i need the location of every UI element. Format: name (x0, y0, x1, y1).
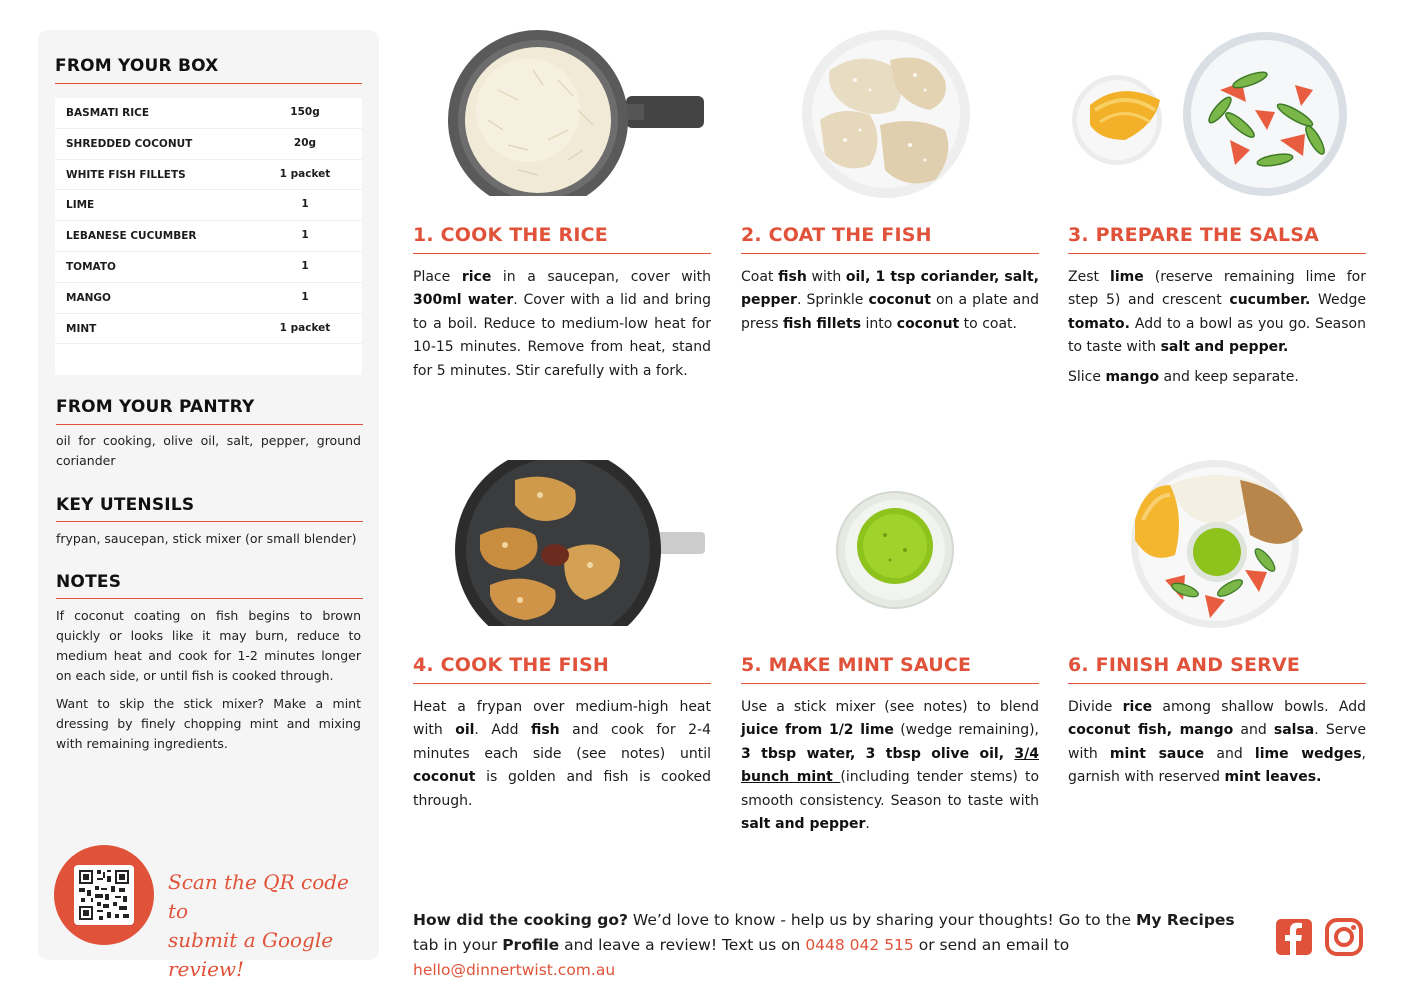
qr-code-icon (74, 865, 134, 925)
table-row (55, 283, 362, 314)
ingredient-qty: 1 packet (279, 321, 331, 334)
divider (56, 521, 363, 522)
sidebar (38, 30, 379, 981)
notes-title: NOTES (56, 572, 122, 592)
finished-dish-image (1125, 460, 1310, 628)
from-your-pantry-title: FROM YOUR PANTRY (56, 397, 255, 417)
qr-caption (168, 868, 368, 984)
step-6-title: 6. FINISH AND SERVE (1068, 654, 1301, 676)
review-prompt: How did the cooking go? We’d love to know - help us by sharing your thoughts! Go to the My Recipes tab in your Profile and leave a review! Text us on 0448 042 515 or send an email to hello@dinnertwist.com.au (413, 911, 1235, 979)
table-row (55, 314, 362, 345)
ingredient-qty: 150g (290, 106, 320, 118)
divider (413, 253, 711, 254)
rice-pot-image (448, 30, 704, 198)
ingredient-name: BASMATI RICE (66, 107, 150, 119)
ingredient-qty: 1 packet (279, 167, 331, 180)
step-2-title: 2. COAT THE FISH (741, 224, 932, 246)
pantry-text: oil for cooking, olive oil, salt, pepper, ground coriander (56, 433, 361, 468)
ingredient-name: MINT (66, 322, 97, 335)
divider (56, 598, 363, 599)
step-2-text: Coat fish with oil, 1 tsp coriander, salt, pepper. Sprinkle coconut on a plate and press fish fillets into coconut to coat. (741, 269, 1039, 332)
step-6-text: Divide rice among shallow bowls. Add coconut fish, mango and salsa. Serve with mint sauce and lime wedges, garnish with reserved mint leaves. (1068, 699, 1367, 786)
ingredient-qty: 20g (293, 136, 317, 149)
ingredient-qty: 1 (301, 229, 309, 242)
ingredient-qty: 1 (301, 290, 309, 303)
utensils-text: frypan, saucepan, stick mixer (or small blender) (56, 531, 357, 546)
qr-badge[interactable] (54, 845, 154, 945)
table-row (55, 160, 362, 191)
divider (741, 683, 1039, 684)
divider (56, 424, 363, 425)
step-1-title: 1. COOK THE RICE (413, 224, 608, 246)
step-3-title: 3. PREPARE THE SALSA (1068, 224, 1320, 246)
divider (55, 83, 362, 84)
notes-text-2: Want to skip the stick mixer? Make a mint dressing by finely chopping mint and mixing with remaining ingredients. (56, 696, 361, 751)
fish-in-frypan-image (455, 460, 705, 628)
divider (1068, 253, 1366, 254)
table-row (55, 190, 362, 221)
table-row (55, 221, 362, 252)
table-row (55, 98, 362, 129)
email-link[interactable]: hello@dinnertwist.com.au (413, 961, 616, 979)
ingredient-qty: 1 (301, 198, 309, 211)
ingredient-name: LEBANESE CUCUMBER (66, 230, 197, 243)
ingredient-name: WHITE FISH FILLETS (66, 168, 186, 181)
instagram-icon[interactable] (1325, 918, 1363, 956)
ingredient-name: MANGO (66, 291, 111, 304)
phone-link[interactable]: 0448 042 515 (805, 936, 914, 954)
divider (1068, 683, 1366, 684)
notes-text-1: If coconut coating on fish begins to brown quickly or looks like it may burn, reduce to medium heat and cook for 1-2 minutes longer on each side, or until fish is cooked through. (56, 608, 361, 683)
ingredient-name: LIME (66, 199, 95, 212)
mango-and-salsa-image (1070, 30, 1355, 198)
ingredient-name: TOMATO (66, 260, 116, 273)
from-your-box-title: FROM YOUR BOX (55, 56, 219, 76)
step-4-title: 4. COOK THE FISH (413, 654, 609, 676)
key-utensils-title: KEY UTENSILS (56, 495, 195, 515)
qr-caption-line-2: submit a Google review! (168, 928, 334, 981)
coated-fish-plate-image (800, 30, 972, 198)
step-5-title: 5. MAKE MINT SAUCE (741, 654, 972, 676)
ingredient-name: SHREDDED COCONUT (66, 137, 193, 150)
step-1-text: Place rice in a saucepan, cover with 300ml water. Cover with a lid and bring to a boil. Reduce to medium-low heat for 10-15 minutes. Remove from heat, stand for 5 minutes. Stir carefully with a fork. (413, 269, 712, 379)
table-row (55, 129, 362, 160)
ingredient-qty: 1 (301, 259, 309, 272)
divider (413, 683, 711, 684)
table-row (55, 252, 362, 283)
step-4-text: Heat a frypan over medium-high heat with oil. Add fish and cook for 2-4 minutes each side (see notes) until coconut is golden and fish is cooked through. (413, 699, 711, 809)
mint-sauce-image (835, 490, 955, 610)
step-3-text: Zest lime (reserve remaining lime for step 5) and crescent cucumber. Wedge tomato. Add to a bowl as you go. Season to taste with salt and pepper. Slice mango and keep separate. (1068, 269, 1367, 385)
ingredient-table (55, 98, 362, 375)
qr-caption-line-1: Scan the QR code to (168, 870, 349, 923)
divider (741, 253, 1039, 254)
facebook-icon[interactable] (1275, 918, 1313, 956)
step-5-text: Use a stick mixer (see notes) to blend juice from 1/2 lime (wedge remaining), 3 tbsp water, 3 tbsp olive oil, 3/4 bunch mint (including tender stems) to smooth consistency. Season to taste with salt and pepper. (741, 699, 1040, 833)
